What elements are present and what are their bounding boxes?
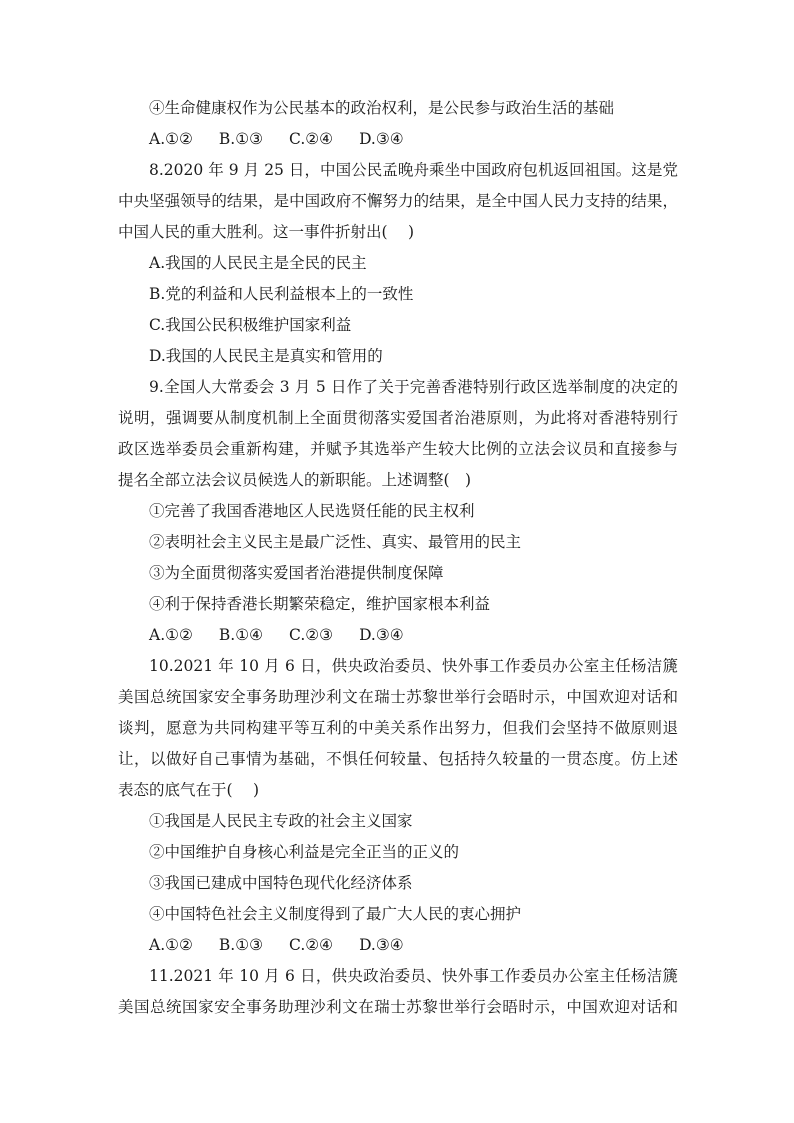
q9-item-3: ③为全面贯彻落实爱国者治港提供制度保障: [149, 564, 444, 582]
q7-options: [118, 124, 678, 155]
q10-item-1: ①我国是人民民主专政的社会主义国家: [149, 812, 413, 830]
q8-stem-line-3: 中国人民的重大胜利。这一事件折射出( ): [118, 223, 415, 241]
q10-stem-line-2: 美国总统国家安全事务助理沙利文在瑞士苏黎世举行会晤时示，中国欢迎对话和: [118, 688, 678, 706]
exam-page: [118, 93, 678, 1023]
q10-options: [118, 930, 678, 961]
q9-stem-line-2: 说明，强调要从制度机制上全面贯彻落实爱国者治港原则，为此将对香港特别行: [118, 409, 678, 427]
q11-stem-line-2: 美国总统国家安全事务助理沙利文在瑞士苏黎世举行会晤时示，中国欢迎对话和: [118, 998, 678, 1016]
q8-choice-d: D.我国的人民民主是真实和管用的: [149, 347, 383, 365]
q9-option-b: B.①④: [218, 626, 264, 644]
q10-item-2: ②中国维护自身核心利益是完全正当的正义的: [149, 843, 460, 861]
q9-option-c: C.②③: [289, 626, 334, 644]
q9-stem-line-3: 政区选举委员会重新构建，并赋予其选举产生较大比例的立法会议员和直接参与: [118, 440, 678, 458]
q9-stem-line-1: 9.全国人大常委会 3 月 5 日作了关于完善香港特别行政区选举制度的决定的: [149, 378, 678, 396]
q8-stem-line-2: 中央坚强领导的结果，是中国政府不懈努力的结果，是全中国人民力支持的结果，: [118, 192, 678, 210]
q7-option-a: A.①②: [149, 130, 193, 148]
q9-option-a: A.①②: [149, 626, 193, 644]
q10-item-3: ③我国已建成中国特色现代化经济体系: [149, 874, 413, 892]
q9-item-1: ①完善了我国香港地区人民选贤任能的民主权利: [149, 502, 475, 520]
q7-option-d: D.③④: [359, 130, 404, 148]
q7-option-c: C.②④: [289, 130, 334, 148]
q10-option-b: B.①③: [218, 936, 264, 954]
q10-stem-line-1: 10.2021 年 10 月 6 日，供央政治委员、快外事工作委员办公室主任杨洁篪: [149, 657, 678, 675]
q10-stem-line-3: 谈判，愿意为共同构建平等互利的中美关系作出努力，但我们会坚持不做原则退: [118, 719, 678, 737]
q9-option-d: D.③④: [359, 626, 404, 644]
q8-choice-a: A.我国的人民民主是全民的民主: [149, 254, 367, 272]
q7-item-4: ④生命健康权作为公民基本的政治权利，是公民参与政治生活的基础: [149, 99, 615, 117]
q9-options: [118, 620, 678, 651]
q7-option-b: B.①③: [218, 130, 264, 148]
q11-stem-line-1: 11.2021 年 10 月 6 日，供央政治委员、快外事工作委员办公室主任杨洁篪: [149, 967, 678, 985]
q10-option-d: D.③④: [359, 936, 404, 954]
q9-stem-line-4: 提名全部立法会议员候选人的新职能。上述调整( ): [118, 471, 472, 489]
q10-option-a: A.①②: [149, 936, 193, 954]
q8-stem-line-1: 8.2020 年 9 月 25 日，中国公民孟晚舟乘坐中国政府包机返回祖国。这是党: [149, 161, 678, 179]
q10-item-4: ④中国特色社会主义制度得到了最广大人民的衷心拥护: [149, 905, 522, 923]
q9-item-4: ④利于保持香港长期繁荣稳定，维护国家根本利益: [149, 595, 491, 613]
q8-choice-b: B.党的利益和人民利益根本上的一致性: [149, 285, 414, 303]
q8-choice-c: C.我国公民积极维护国家利益: [149, 316, 352, 334]
q10-option-c: C.②④: [289, 936, 334, 954]
q10-stem-line-4: 让，以做好自己事情为基础，不惧任何较量、包括持久较量的一贯态度。仿上述: [118, 750, 678, 768]
q10-stem-line-5: 表态的底气在于( ): [118, 781, 260, 799]
q9-item-2: ②表明社会主义民主是最广泛性、真实、最管用的民主: [149, 533, 522, 551]
